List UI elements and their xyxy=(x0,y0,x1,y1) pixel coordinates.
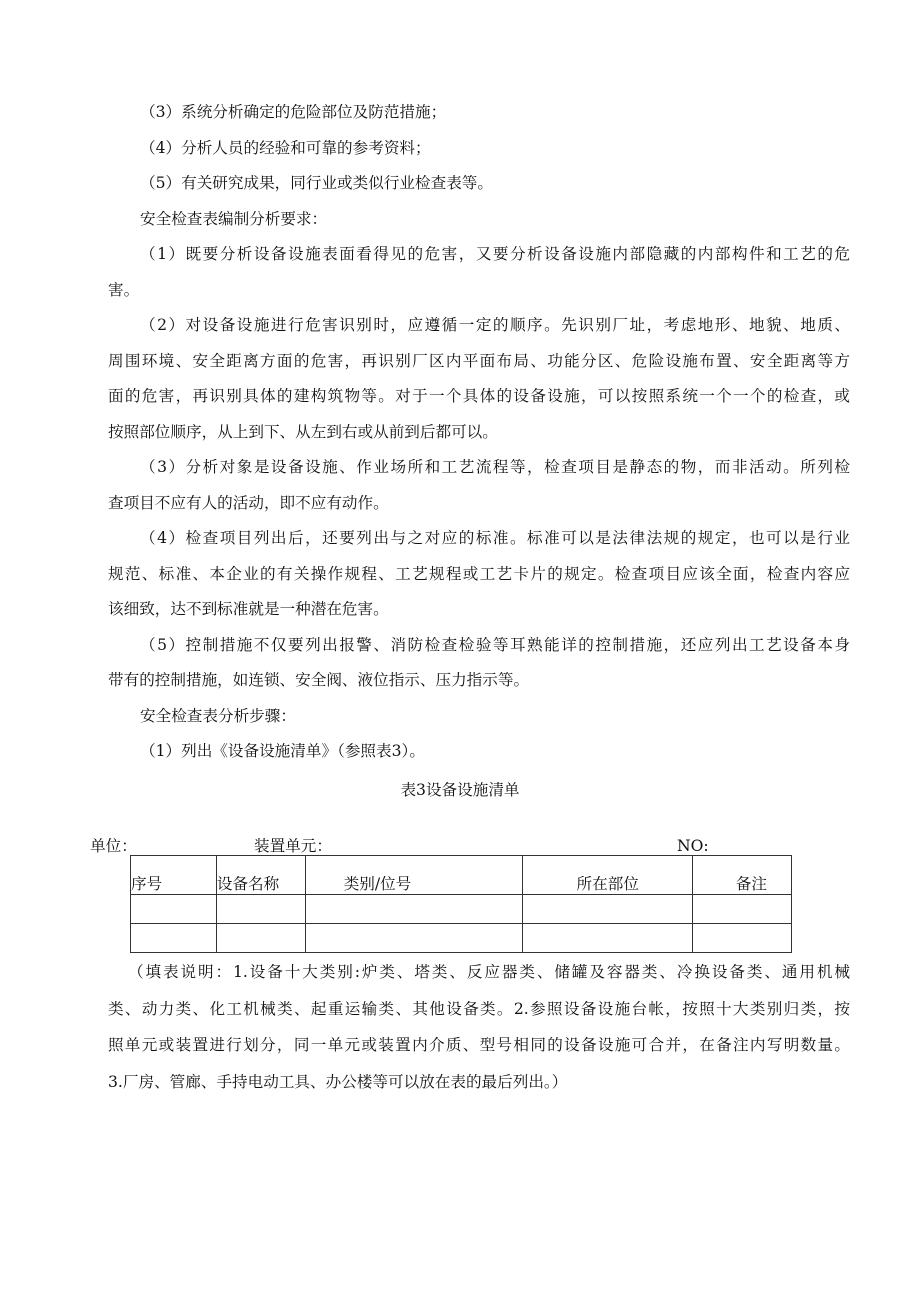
equipment-list-table xyxy=(130,855,792,953)
table-cell xyxy=(305,895,523,924)
column-header: 类别/位号 xyxy=(305,856,523,895)
column-header: 设备名称 xyxy=(216,856,305,895)
paragraph-line: （3）分析对象是设备设施、作业场所和工艺流程等，检查项目是静态的物，而非活动。所列检 xyxy=(140,458,850,476)
table-cell xyxy=(305,924,523,953)
paragraph-line: （2）对设备设施进行危害识别时，应遵循一定的顺序。先识别厂址，考虑地形、地貌、地质、 xyxy=(140,316,850,334)
note-line: 照单元或装置进行划分，同一单元或装置内介质、型号相同的设备设施可合并，在备注内写明数量。 xyxy=(108,1036,850,1054)
table-row xyxy=(131,924,792,953)
column-header: 序号 xyxy=(131,856,217,895)
table-cell xyxy=(131,895,217,924)
table-cell xyxy=(693,895,792,924)
paragraph-line: （5）有关研究成果，同行业或类似行业检查表等。 xyxy=(140,174,493,192)
paragraph-line: 该细致，达不到标准就是一种潜在危害。 xyxy=(108,600,389,618)
column-header: 备注 xyxy=(693,856,792,895)
paragraph-line: 安全检查表分析步骤： xyxy=(140,706,296,725)
table-cell xyxy=(523,924,693,953)
table-cell xyxy=(523,895,693,924)
paragraph-line: （3）系统分析确定的危险部位及防范措施； xyxy=(140,103,447,121)
paragraph-line: （1）列出《设备设施清单》（参照表3）。 xyxy=(140,742,425,760)
paragraph-line: （5）控制措施不仅要列出报警、消防检查检验等耳熟能详的控制措施，还应列出工艺设备本身 xyxy=(140,635,850,654)
table-cell xyxy=(131,924,217,953)
note-line: （填表说明：1.设备十大类别:炉类、塔类、反应器类、储罐及容器类、冷换设备类、通用机械 xyxy=(128,963,850,981)
paragraph-line: 面的危害，再识别具体的建构筑物等。对于一个具体的设备设施，可以按照系统一个一个的检查，或 xyxy=(108,387,850,405)
paragraph-line: 按照部位顺序，从上到下、从左到右或从前到后都可以。 xyxy=(108,422,498,441)
paragraph-line: 规范、标准、本企业的有关操作规程、工艺规程或工艺卡片的规定。检查项目应该全面，检查内容应 xyxy=(108,564,850,583)
table-cell xyxy=(216,895,305,924)
column-header: 所在部位 xyxy=(523,856,693,895)
paragraph-line: 带有的控制措施，如连锁、安全阀、液位指示、压力指示等。 xyxy=(108,671,530,689)
device-unit-label: 装置单元： xyxy=(254,837,332,855)
number-label: NO: xyxy=(677,837,709,855)
paragraph-line: （4）检查项目列出后，还要列出与之对应的标准。标准可以是法律法规的规定，也可以是行业 xyxy=(140,529,850,547)
table-cell xyxy=(216,924,305,953)
paragraph-line: 安全检查表编制分析要求： xyxy=(140,209,328,228)
unit-label: 单位： xyxy=(90,837,137,855)
paragraph-line: 害。 xyxy=(108,280,140,299)
paragraph-line: 周围环境、安全距离方面的危害，再识别厂区内平面布局、功能分区、危险设施布置、安全距离等方 xyxy=(108,351,850,370)
table-title: 表3设备设施清单 xyxy=(400,781,520,799)
paragraph-line: 查项目不应有人的活动，即不应有动作。 xyxy=(108,493,389,512)
paragraph-line: （4）分析人员的经验和可靠的参考资料； xyxy=(140,138,431,157)
table-cell xyxy=(693,924,792,953)
note-line: 3.厂房、管廊、手持电动工具、办公楼等可以放在表的最后列出。） xyxy=(108,1072,568,1091)
table-row xyxy=(131,895,792,924)
paragraph-line: （1）既要分析设备设施表面看得见的危害，又要分析设备设施内部隐藏的内部构件和工艺的危 xyxy=(140,245,850,263)
note-line: 类、动力类、化工机械类、起重运输类、其他设备类。2.参照设备设施台帐，按照十大类别归类，按 xyxy=(108,999,850,1018)
